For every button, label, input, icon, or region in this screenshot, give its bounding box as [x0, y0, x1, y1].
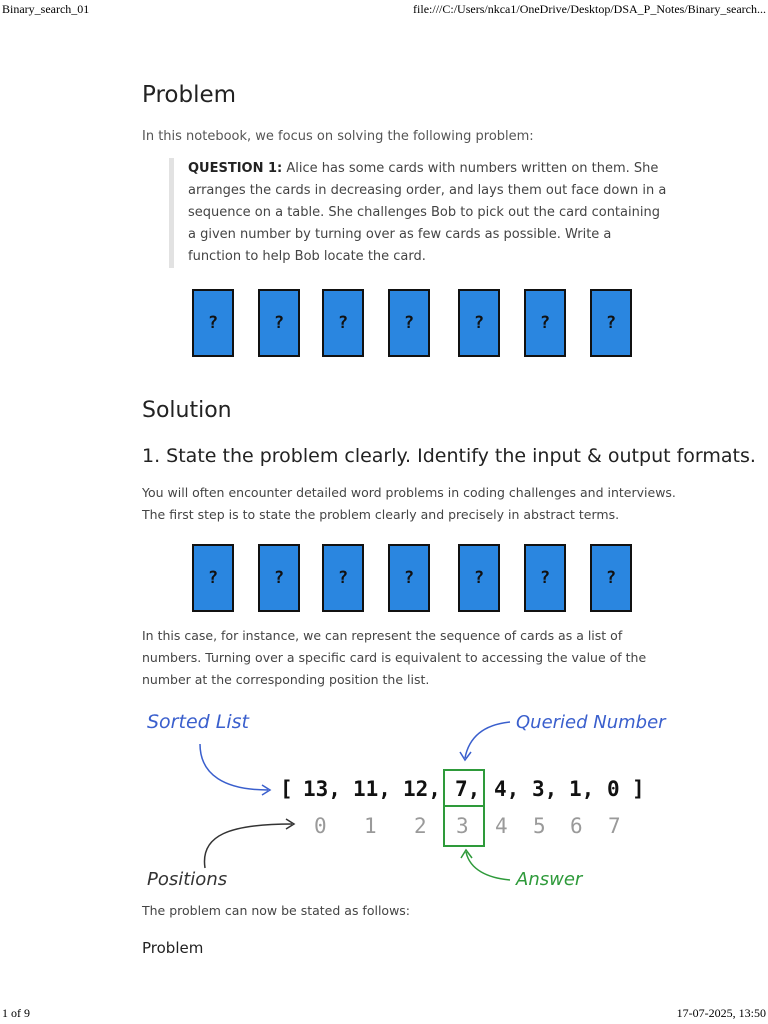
- queried-number-arrow: [465, 722, 510, 758]
- positions-label: Positions: [147, 869, 228, 890]
- face-down-card: ?: [322, 289, 364, 357]
- face-down-card: ?: [458, 289, 500, 357]
- print-footer: [0, 1006, 768, 1024]
- queried-number-label: Queried Number: [516, 712, 666, 733]
- sorted-list-label: Sorted List: [147, 711, 249, 733]
- list-value: 0: [607, 777, 620, 801]
- step1-heading: 1. State the problem clearly. Identify the input & output formats.: [142, 445, 756, 467]
- positions-arrow: [204, 824, 292, 868]
- intro-text: In this notebook, we focus on solving the following problem:: [142, 129, 534, 144]
- list-value: 4,: [494, 777, 520, 801]
- position-index: 2: [414, 814, 427, 838]
- face-down-card: ?: [192, 289, 234, 357]
- face-down-card: ?: [590, 544, 632, 612]
- sorted-list-diagram: [0, 700, 768, 900]
- solution-heading: Solution: [142, 398, 232, 423]
- question-text: Alice has some cards with numbers written on them. She arranges the cards in decreasing order, and lays them out face down in a sequence on a table. She challenges Bob to pick out the card containing a given number by turning over as few cards as possible. Write a function to help Bob locate the card.: [188, 161, 667, 264]
- list-value: 12,: [403, 777, 441, 801]
- list-value: 11,: [353, 777, 391, 801]
- face-down-card: ?: [258, 544, 300, 612]
- page-counter: 1 of 9: [2, 1006, 30, 1020]
- face-down-card: ?: [524, 544, 566, 612]
- position-index: 6: [570, 814, 583, 838]
- face-down-card: ?: [524, 289, 566, 357]
- position-index: 1: [364, 814, 377, 838]
- list-value-queried: 7,: [455, 777, 481, 801]
- question-label: QUESTION 1:: [188, 161, 283, 176]
- problem-heading: Problem: [142, 82, 237, 108]
- face-down-card: ?: [258, 289, 300, 357]
- face-down-card: ?: [590, 289, 632, 357]
- position-index: 7: [608, 814, 621, 838]
- representation-paragraph: In this case, for instance, we can represent the sequence of cards as a list of numbers. Turning over a specific card is equivalent to accessing the value of the number at the corresponding position the list.: [142, 628, 647, 687]
- card-row-2: [192, 544, 642, 616]
- face-down-card: ?: [388, 289, 430, 357]
- list-close-bracket: ]: [632, 777, 645, 801]
- restated-intro: The problem can now be stated as follows:: [142, 903, 411, 918]
- sorted-list-arrow: [200, 744, 268, 790]
- problem-subheading: Problem: [142, 939, 204, 957]
- face-down-card: ?: [322, 544, 364, 612]
- position-index-answer: 3: [456, 814, 469, 838]
- face-down-card: ?: [388, 544, 430, 612]
- print-header-title: Binary_search_01: [2, 2, 90, 16]
- answer-label: Answer: [516, 869, 583, 890]
- list-value: 1,: [569, 777, 595, 801]
- list-value: 3,: [532, 777, 558, 801]
- print-header-url: file:///C:/Users/nkca1/OneDrive/Desktop/DSA_P_Notes/Binary_search...: [413, 2, 766, 16]
- card-row-1: [192, 289, 642, 361]
- position-index: 0: [314, 814, 327, 838]
- step1-paragraph: You will often encounter detailed word problems in coding challenges and interviews. The first step is to state the problem clearly and precisely in abstract terms.: [142, 485, 676, 522]
- face-down-card: ?: [192, 544, 234, 612]
- face-down-card: ?: [458, 544, 500, 612]
- answer-arrow: [466, 852, 510, 880]
- position-index: 5: [533, 814, 546, 838]
- list-open-bracket: [: [280, 777, 293, 801]
- print-timestamp: 17-07-2025, 13:50: [676, 1006, 766, 1020]
- position-index: 4: [495, 814, 508, 838]
- list-value: 13,: [303, 777, 341, 801]
- question-blockquote: [169, 158, 668, 268]
- print-header: [0, 0, 768, 18]
